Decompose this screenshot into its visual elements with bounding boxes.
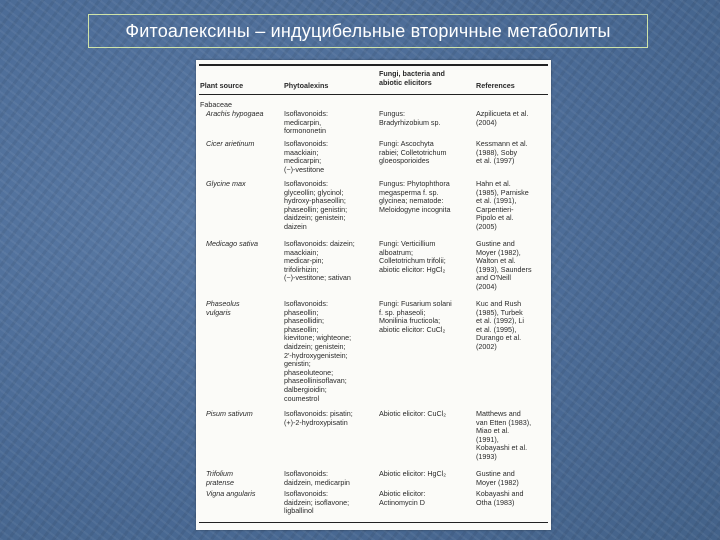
cell-elicitors: Fungus: Bradyrhizobium sp.	[379, 109, 441, 127]
cell-elicitors: Fungi: Verticillium alboatrum; Colletotrichum trifolii; abiotic elicitor: HgCl₂	[379, 239, 446, 274]
cell-elicitors: Fungus: Phytophthora megasperma f. sp. glycinea; nematode: Meloidogyne incognita	[379, 179, 451, 214]
cell-references: Matthews and van Etten (1983), Miao et al. (1991), Kobayashi et al. (1993)	[476, 409, 532, 461]
cell-plant: Trifolium pratense	[206, 469, 234, 487]
cell-phytoalexins: Isoflavonoids: maackiain; medicarpin; (−)-vestitone	[284, 139, 328, 174]
table-image	[196, 60, 551, 530]
group-label-fabaceae: Fabaceae	[200, 100, 232, 109]
cell-phytoalexins: Isoflavonoids: daidzein; isoflavone; ligballinol	[284, 489, 350, 516]
cell-references: Hahn et al. (1985), Parniske et al. (1991), Carpentieri- Pipolo et al. (2005)	[476, 179, 529, 231]
cell-phytoalexins: Isoflavonoids: phaseollin; phaseollidin; phaseollin; kievitone; wighteone; daidzein; genistein; 2′-hydroxygenistein; genistin; phaseoluteone; phaseollinisoflavan; dalbergioidin; coumestrol	[284, 299, 352, 403]
cell-elicitors: Fungi: Ascochyta rabiei; Colletotrichum gloeosporioides	[379, 139, 447, 166]
cell-plant: Pisum sativum	[206, 409, 253, 418]
cell-references: Kobayashi and Otha (1983)	[476, 489, 524, 507]
table-bottom-rule	[199, 522, 548, 523]
header-elicitors: Fungi, bacteria and abiotic elicitors	[379, 69, 445, 87]
table-header-rule	[199, 94, 548, 95]
table-top-rule	[199, 64, 548, 66]
cell-elicitors: Abiotic elicitor: CuCl₂	[379, 409, 447, 418]
cell-references: Azpilicueta et al. (2004)	[476, 109, 529, 127]
slide-title: Фитоалексины – индуцибельные вторичные метаболиты	[88, 14, 648, 48]
cell-phytoalexins: Isoflavonoids: medicarpin, formononetin	[284, 109, 328, 136]
cell-plant: Cicer arietinum	[206, 139, 255, 148]
cell-references: Kuc and Rush (1985), Turbek et al. (1992), Li et al. (1995), Durango et al. (2002)	[476, 299, 524, 351]
cell-plant: Medicago sativa	[206, 239, 258, 248]
cell-plant: Phaseolus vulgaris	[206, 299, 240, 317]
cell-phytoalexins: Isoflavonoids: glyceollin; glycinol; hydroxy-phaseollin; phaseollin; genistin; daidzein; genistein; daizein	[284, 179, 348, 231]
cell-references: Gustine and Moyer (1982), Walton et al. (1993), Saunders and O'Neill (2004)	[476, 239, 532, 291]
cell-references: Gustine and Moyer (1982)	[476, 469, 519, 487]
cell-phytoalexins: Isoflavonoids: pisatin; (+)-2-hydroxypisatin	[284, 409, 353, 427]
header-plant-source: Plant source	[200, 81, 244, 90]
cell-references: Kessmann et al. (1988), Soby et al. (1997)	[476, 139, 528, 166]
cell-elicitors: Fungi: Fusarium solani f. sp. phaseoli; Monilinia fructicola; abiotic elicitor: CuCl₂	[379, 299, 452, 334]
cell-plant: Vigna angularis	[206, 489, 256, 498]
cell-elicitors: Abiotic elicitor: Actinomycin D	[379, 489, 426, 507]
cell-elicitors: Abiotic elicitor: HgCl₂	[379, 469, 447, 478]
cell-plant: Glycine max	[206, 179, 246, 188]
cell-phytoalexins: Isoflavonoids: daizein; maackiain; medicar-pin; trifolirhizin; (−)-vestitone; sativan	[284, 239, 355, 283]
cell-plant: Arachis hypogaea	[206, 109, 264, 118]
header-phytoalexins: Phytoalexins	[284, 81, 329, 90]
cell-phytoalexins: Isoflavonoids: daidzein, medicarpin	[284, 469, 350, 487]
header-references: References	[476, 81, 515, 90]
